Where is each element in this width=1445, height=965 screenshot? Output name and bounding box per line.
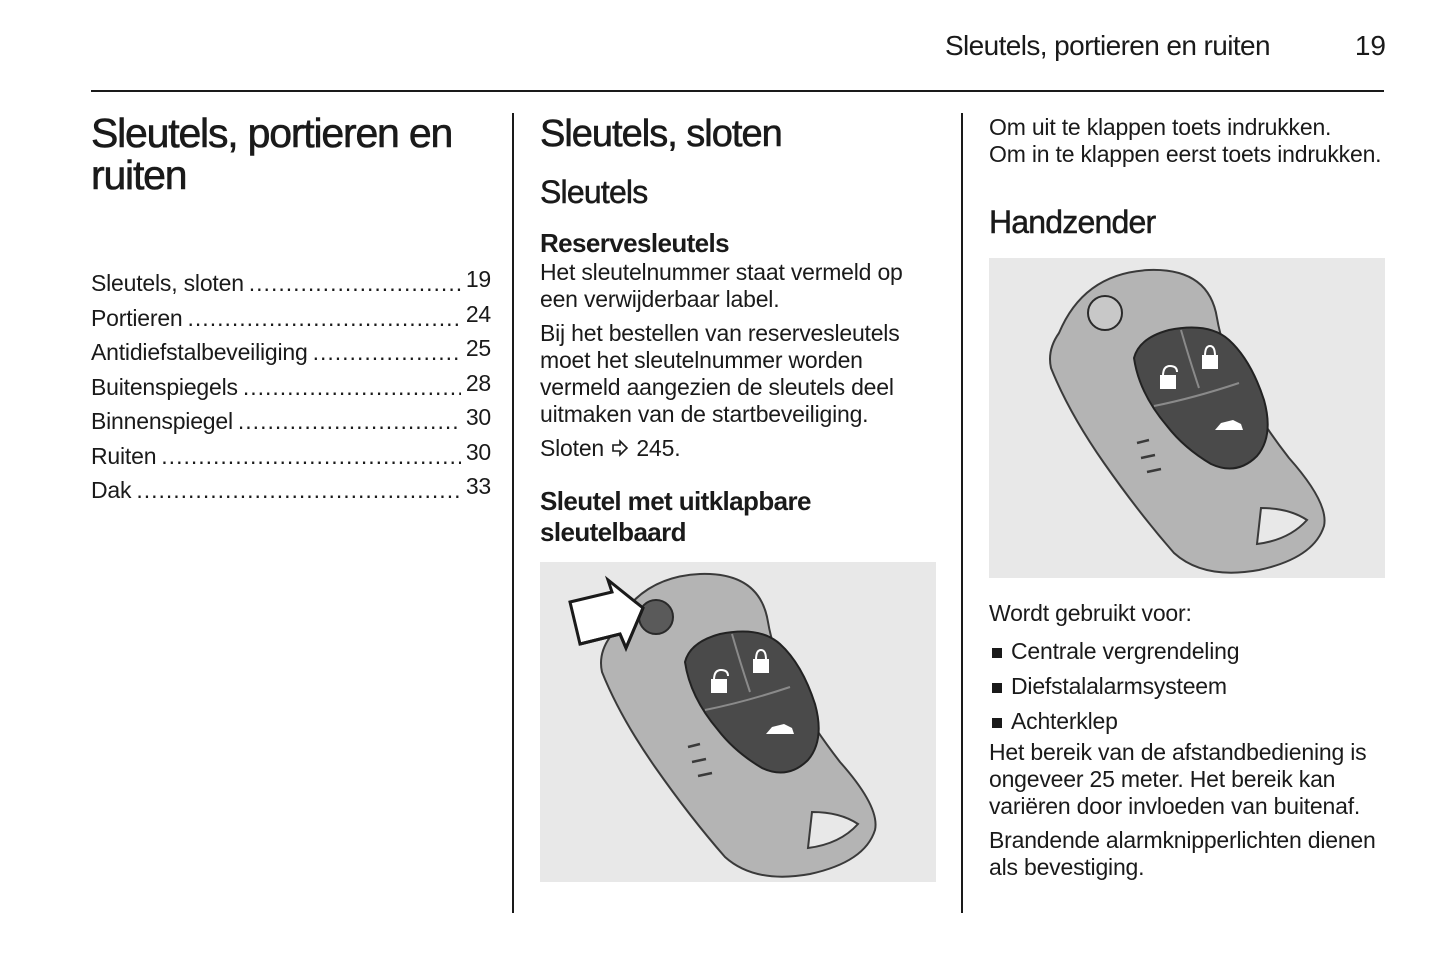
section-title: Sleutels, sloten: [540, 113, 782, 155]
toc-leader-dots: [238, 404, 461, 439]
list-item: [989, 669, 1389, 704]
toc-leader-dots: [243, 370, 461, 405]
page-number: 19: [1354, 30, 1386, 61]
fold-in-instruction: Om in te klappen eerst toets indrukken.: [989, 141, 1382, 167]
chapter-title: Sleutels, portieren en ruiten: [91, 110, 453, 198]
ordering-paragraph: Bij het bestellen van reservesleutels moet het sleutelnummer worden vermeld aangezien de sleutels deel uitmaken van de startbeveiliging.: [540, 320, 900, 427]
toc-leader-dots: [161, 439, 461, 474]
remote-key-image: [989, 258, 1385, 578]
bullet-square-icon: [992, 683, 1002, 693]
chapter-column: [91, 112, 491, 508]
toc-item[interactable]: [91, 473, 491, 508]
table-of-contents: [91, 266, 491, 508]
toc-item-title: Ruiten: [91, 442, 157, 469]
column-divider-right: [961, 113, 963, 913]
bullet-square-icon: [992, 648, 1002, 658]
running-title: Sleutels, portieren en ruiten: [944, 30, 1270, 61]
used-for-intro: Wordt gebruikt voor:: [989, 600, 1192, 626]
toc-item[interactable]: [91, 335, 491, 370]
list-item: [989, 704, 1389, 739]
toc-item-page: 19: [465, 266, 491, 292]
locks-reference[interactable]: [540, 435, 940, 462]
toc-item-page: 30: [465, 438, 491, 465]
toc-leader-dots: [136, 473, 461, 508]
column-divider-left: [512, 113, 514, 913]
toc-item-title: Portieren: [91, 304, 183, 331]
toc-item-page: 30: [465, 404, 491, 430]
list-item-text: Achterklep: [1011, 708, 1118, 734]
foldout-key-illustration: [540, 562, 936, 882]
toc-item-title: Dak: [91, 477, 132, 503]
toc-item-page: 33: [465, 473, 491, 499]
foldout-key-heading: Sleutel met uitklapbare sleutelbaard: [540, 486, 811, 547]
toc-item-title: Binnenspiegel: [91, 408, 233, 434]
toc-leader-dots: [249, 266, 461, 301]
folding-key-image: [540, 562, 936, 882]
list-item: [989, 634, 1389, 669]
remote-control-illustration: [989, 258, 1385, 578]
toc-item[interactable]: [91, 404, 491, 439]
toc-item-title: Antidiefstalbeveiliging: [91, 339, 308, 365]
bullet-square-icon: [992, 718, 1002, 728]
remote-heading: Handzender: [989, 204, 1156, 240]
toc-item-page: 24: [465, 300, 491, 327]
toc-item-page: 25: [465, 335, 491, 361]
keys-column: [540, 112, 940, 882]
header-rule: [91, 90, 1384, 92]
page-reference-arrow-icon: [610, 438, 630, 458]
toc-item-title: Buitenspiegels: [91, 373, 238, 400]
toc-item-title: Sleutels, sloten: [91, 270, 244, 296]
key-number-paragraph: Het sleutelnummer staat vermeld op een verwijderbaar label.: [540, 259, 903, 312]
locks-ref-page: 245.: [636, 435, 681, 461]
fold-out-instruction: Om uit te klappen toets indrukken.: [989, 114, 1332, 140]
toc-item[interactable]: [91, 266, 491, 301]
toc-item[interactable]: [91, 439, 491, 474]
subsection-title: Sleutels: [540, 174, 648, 210]
uses-list: [989, 634, 1389, 739]
confirmation-paragraph: Brandende alarmknipperlichten dienen als bevestiging.: [989, 827, 1376, 880]
list-item-text: Diefstalalarmsysteem: [1011, 673, 1227, 699]
spare-keys-heading: Reservesleutels: [540, 228, 730, 258]
locks-ref-label: Sloten: [540, 435, 605, 461]
toc-leader-dots: [313, 335, 461, 370]
toc-item-page: 28: [465, 369, 491, 396]
remote-column: [989, 114, 1389, 881]
toc-item[interactable]: [91, 370, 491, 405]
toc-item[interactable]: [91, 301, 491, 336]
list-item-text: Centrale vergrendeling: [1011, 638, 1240, 664]
toc-leader-dots: [188, 301, 461, 336]
range-paragraph: Het bereik van de afstandbediening is ongeveer 25 meter. Het bereik kan variëren door invloeden van buitenaf.: [989, 739, 1367, 819]
